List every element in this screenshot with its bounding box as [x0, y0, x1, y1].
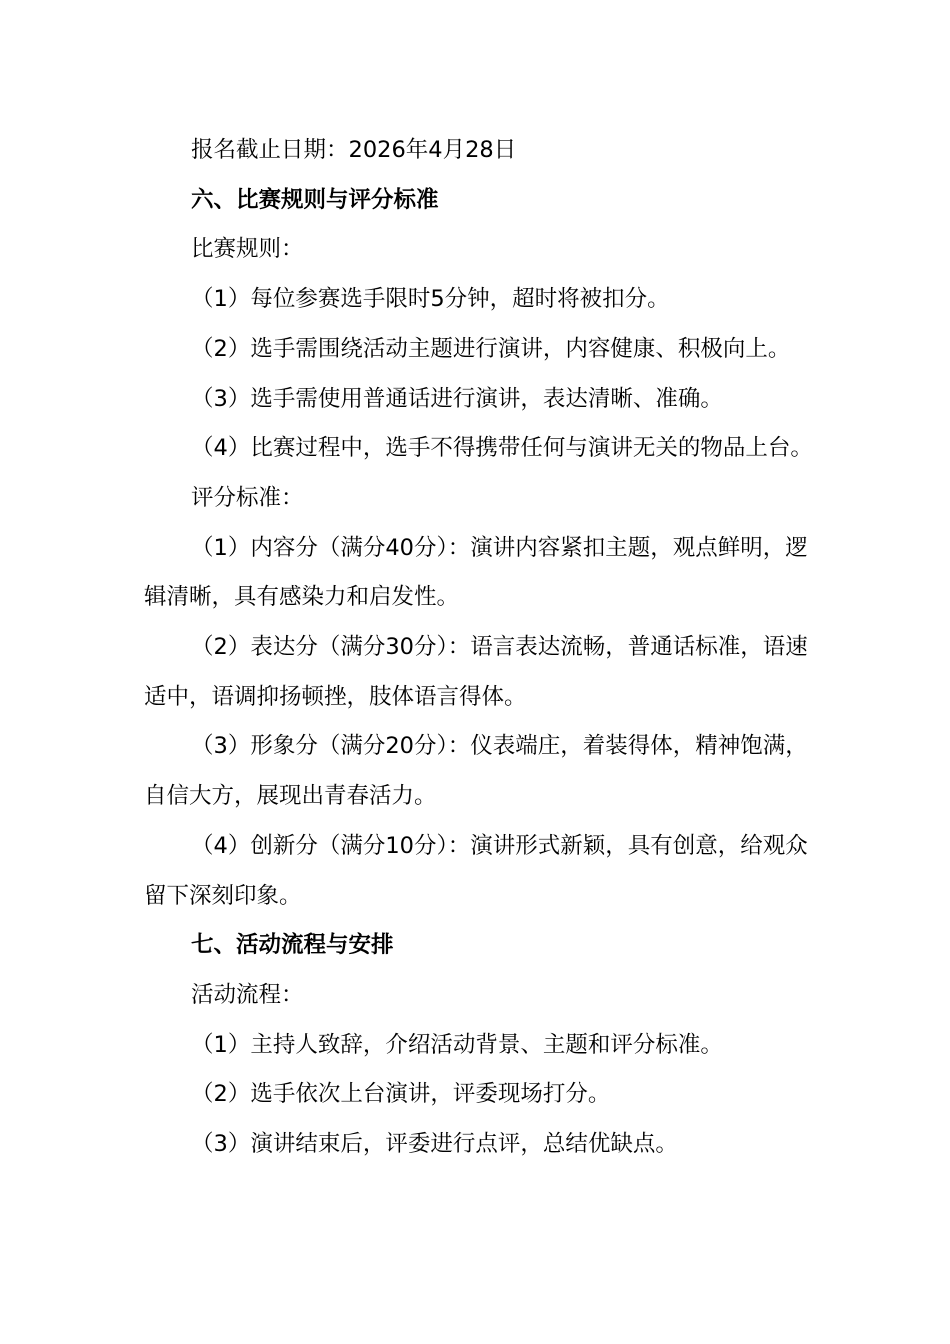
- scoring-item-2: （2）表达分（满分30分）：语言表达流畅，普通话标准，语速适中，语调抑扬顿挫，肢体语言得体。: [144, 634, 808, 710]
- rules-label: 比赛规则：: [191, 236, 304, 263]
- rule-item-3: （3）选手需使用普通话进行演讲，表达清晰、准确。: [191, 385, 723, 412]
- registration-deadline: 报名截止日期：2026年4月28日: [191, 137, 517, 163]
- rule-item-4: （4）比赛过程中，选手不得携带任何与演讲无关的物品上台。: [191, 435, 813, 462]
- process-item-1: （1）主持人致辞，介绍活动背景、主题和评分标准。: [191, 1031, 723, 1058]
- document-body: [144, 126, 820, 1170]
- section-heading-rules: 六、比赛规则与评分标准: [191, 186, 439, 213]
- process-item-3: （3）演讲结束后，评委进行点评，总结优缺点。: [191, 1131, 678, 1158]
- rule-item-2: （2）选手需围绕活动主题进行演讲，内容健康、积极向上。: [191, 335, 791, 362]
- section-heading-process: 七、活动流程与安排: [191, 932, 394, 959]
- scoring-label: 评分标准：: [191, 484, 304, 511]
- rule-item-1: （1）每位参赛选手限时5分钟，超时将被扣分。: [191, 286, 670, 313]
- scoring-item-1: （1）内容分（满分40分）：演讲内容紧扣主题，观点鲜明，逻辑清晰，具有感染力和启发性。: [144, 534, 808, 611]
- scoring-item-3: （3）形象分（满分20分）：仪表端庄，着装得体，精神饱满，自信大方，展现出青春活力。: [144, 733, 808, 810]
- scoring-item-4: （4）创新分（满分10分）：演讲形式新颖，具有创意，给观众留下深刻印象。: [144, 832, 808, 909]
- process-label: 活动流程：: [191, 981, 304, 1008]
- process-item-2: （2）选手依次上台演讲，评委现场打分。: [191, 1081, 611, 1108]
